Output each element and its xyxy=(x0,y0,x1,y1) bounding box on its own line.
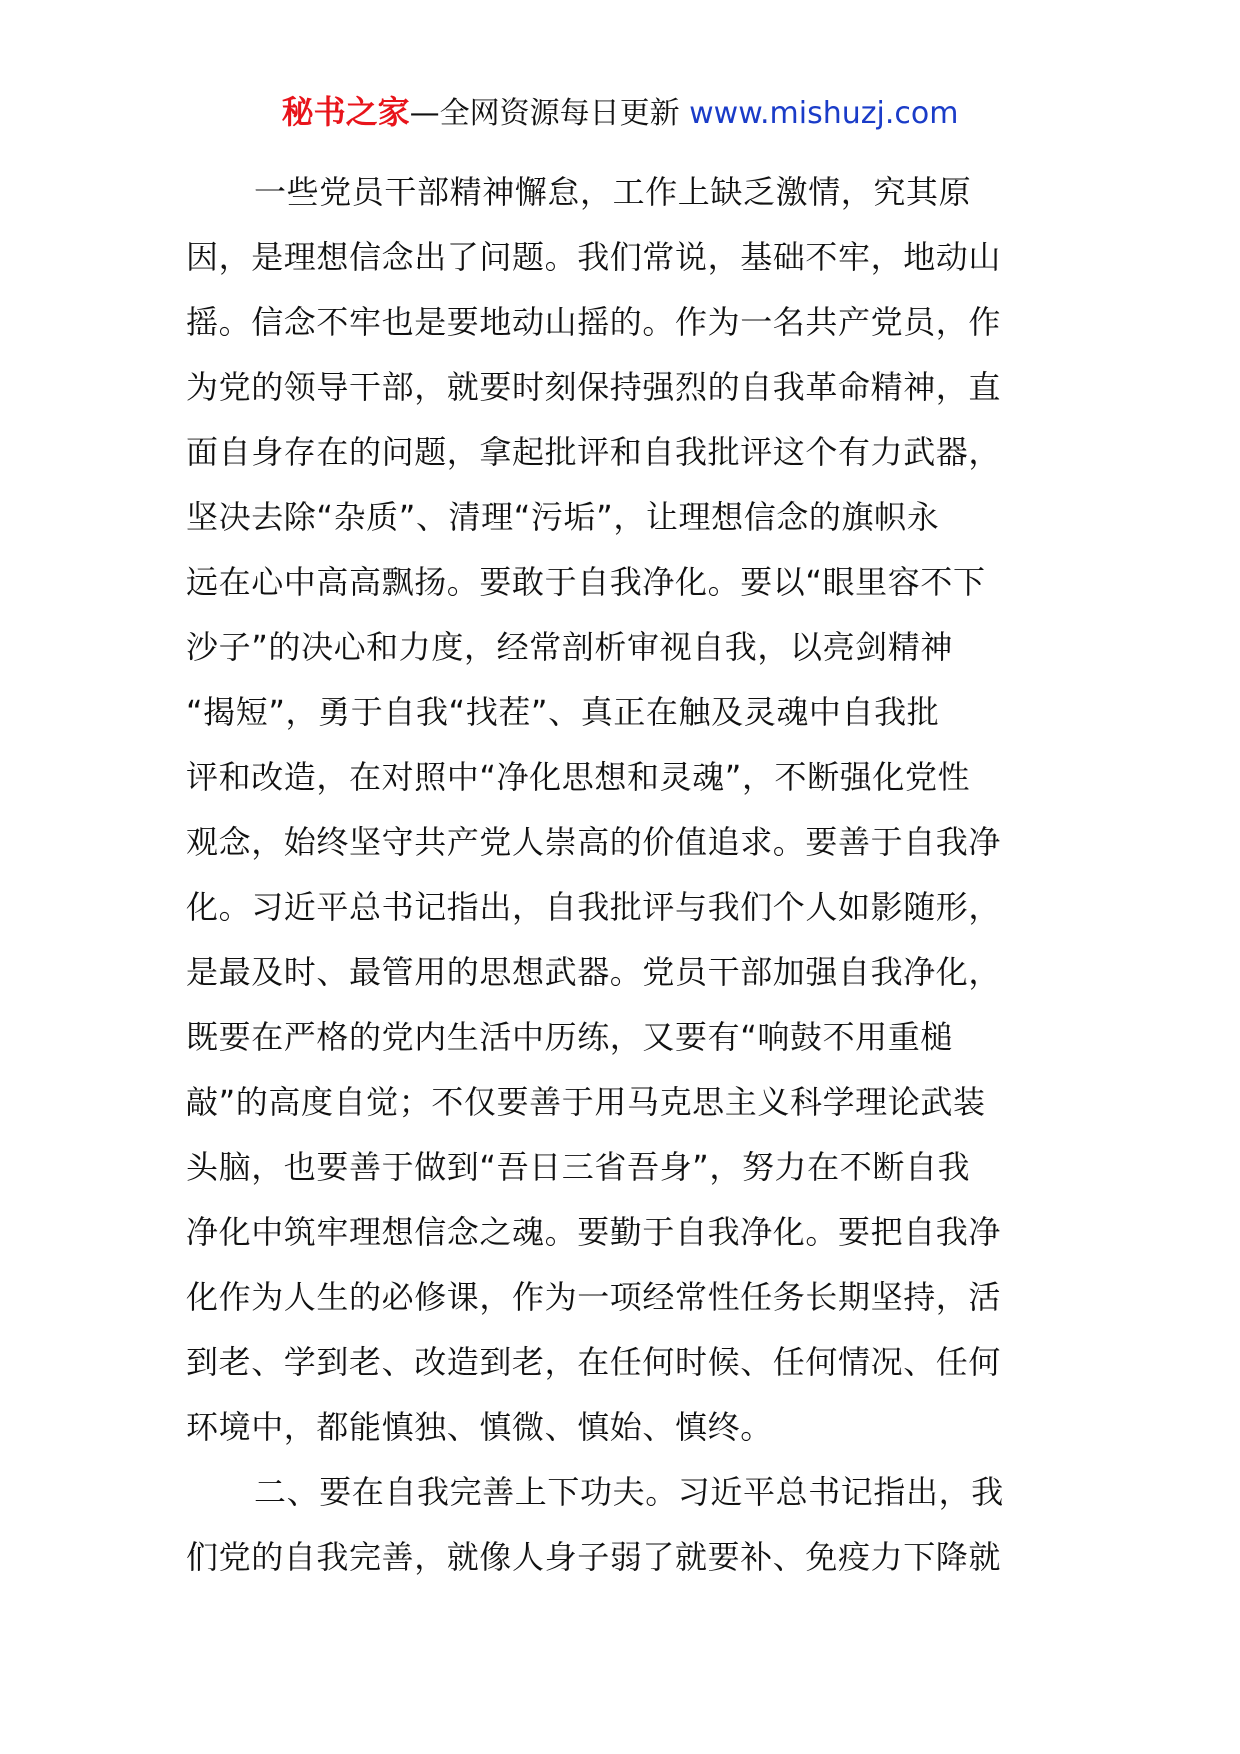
text-line: 观念，始终坚守共产党人崇高的价值追求。要善于自我净 xyxy=(186,823,1002,861)
text-line: 敲”的高度自觉；不仅要善于用马克思主义科学理论武装 xyxy=(186,1083,986,1121)
website-link[interactable]: www.mishuzj.com xyxy=(689,96,959,131)
text-line: 们党的自我完善，就像人身子弱了就要补、免疫力下降就 xyxy=(186,1538,1002,1576)
text-line: 坚决去除“杂质”、清理“污垢”，让理想信念的旗帜永 xyxy=(186,498,940,536)
text-line: 头脑，也要善于做到“吾日三省吾身”，努力在不断自我 xyxy=(186,1148,971,1186)
brand-name: 秘书之家 xyxy=(281,93,410,131)
text-line: 到老、学到老、改造到老，在任何时候、任何情况、任何 xyxy=(186,1343,1002,1381)
text-line: 面自身存在的问题，拿起批评和自我批评这个有力武器， xyxy=(186,433,1002,471)
text-line: 评和改造，在对照中“净化思想和灵魂”，不断强化党性 xyxy=(186,758,971,796)
header-tagline: —全网资源每日更新 xyxy=(409,96,680,131)
text-line: 因，是理想信念出了问题。我们常说，基础不牢，地动山 xyxy=(186,238,1002,276)
text-line: 化。习近平总书记指出，自我批评与我们个人如影随形， xyxy=(186,888,1002,926)
text-line: 二、要在自我完善上下功夫。习近平总书记指出，我 xyxy=(254,1473,1004,1511)
text-line: 沙子”的决心和力度，经常剖析审视自我，以亮剑精神 xyxy=(186,628,953,666)
text-line: 远在心中高高飘扬。要敢于自我净化。要以“眼里容不下 xyxy=(186,563,986,601)
text-line: 既要在严格的党内生活中历练，又要有“响鼓不用重槌 xyxy=(186,1018,953,1056)
document-header xyxy=(0,92,1240,134)
document-body xyxy=(186,160,1066,1590)
text-line: 化作为人生的必修课，作为一项经常性任务长期坚持，活 xyxy=(186,1278,1002,1316)
text-line: “揭短”，勇于自我“找茬”、真正在触及灵魂中自我批 xyxy=(186,693,940,731)
text-line: 摇。信念不牢也是要地动山摇的。作为一名共产党员，作 xyxy=(186,303,1002,341)
text-line: 是最及时、最管用的思想武器。党员干部加强自我净化， xyxy=(186,953,1002,991)
text-line: 环境中，都能慎独、慎微、慎始、慎终。 xyxy=(186,1408,773,1446)
text-line: 净化中筑牢理想信念之魂。要勤于自我净化。要把自我净 xyxy=(186,1213,1002,1251)
text-line: 为党的领导干部，就要时刻保持强烈的自我革命精神，直 xyxy=(186,368,1002,406)
text-line: 一些党员干部精神懈怠，工作上缺乏激情，究其原 xyxy=(254,173,972,211)
